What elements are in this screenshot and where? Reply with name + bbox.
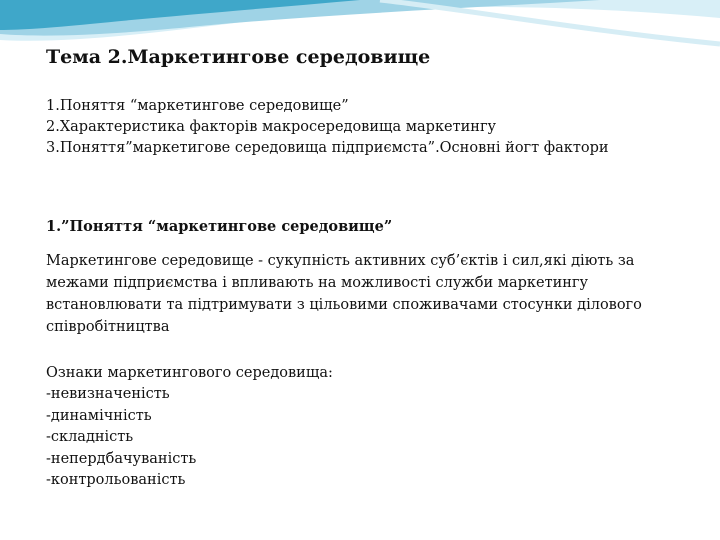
outline-list bbox=[46, 96, 706, 159]
section-heading: 1.”Поняття “маркетингове середовище” bbox=[46, 218, 393, 235]
signs-list bbox=[46, 384, 706, 492]
slide-title: Тема 2.Маркетингове середовище bbox=[46, 46, 431, 68]
list-item: -динамічність bbox=[46, 407, 152, 424]
list-item: -невизначеність bbox=[46, 386, 170, 402]
list-item: -складність bbox=[46, 429, 134, 445]
outline-item: 1.Поняття “маркетингове середовище” bbox=[46, 98, 349, 114]
outline-item: 3.Поняття”маркетигове середовища підприємста”.Основні йогт фактори bbox=[46, 140, 609, 156]
list-item: -непердбачуваність bbox=[46, 450, 197, 467]
outline-item: 2.Характеристика факторів макросередовища маркетингу bbox=[46, 119, 497, 135]
signs-heading: Ознаки маркетингового середовища: bbox=[46, 365, 333, 381]
slide-content bbox=[46, 44, 706, 492]
definition-paragraph: Маркетингове середовище - сукупність активних суб’єктів і сил,які діють за межами підприємства і впливають на можливості служби маркетингу встановлювати та підтримувати з цільовими споживачами стосунки ділового співробітництва bbox=[46, 253, 642, 335]
list-item: -контрольованість bbox=[46, 472, 186, 488]
